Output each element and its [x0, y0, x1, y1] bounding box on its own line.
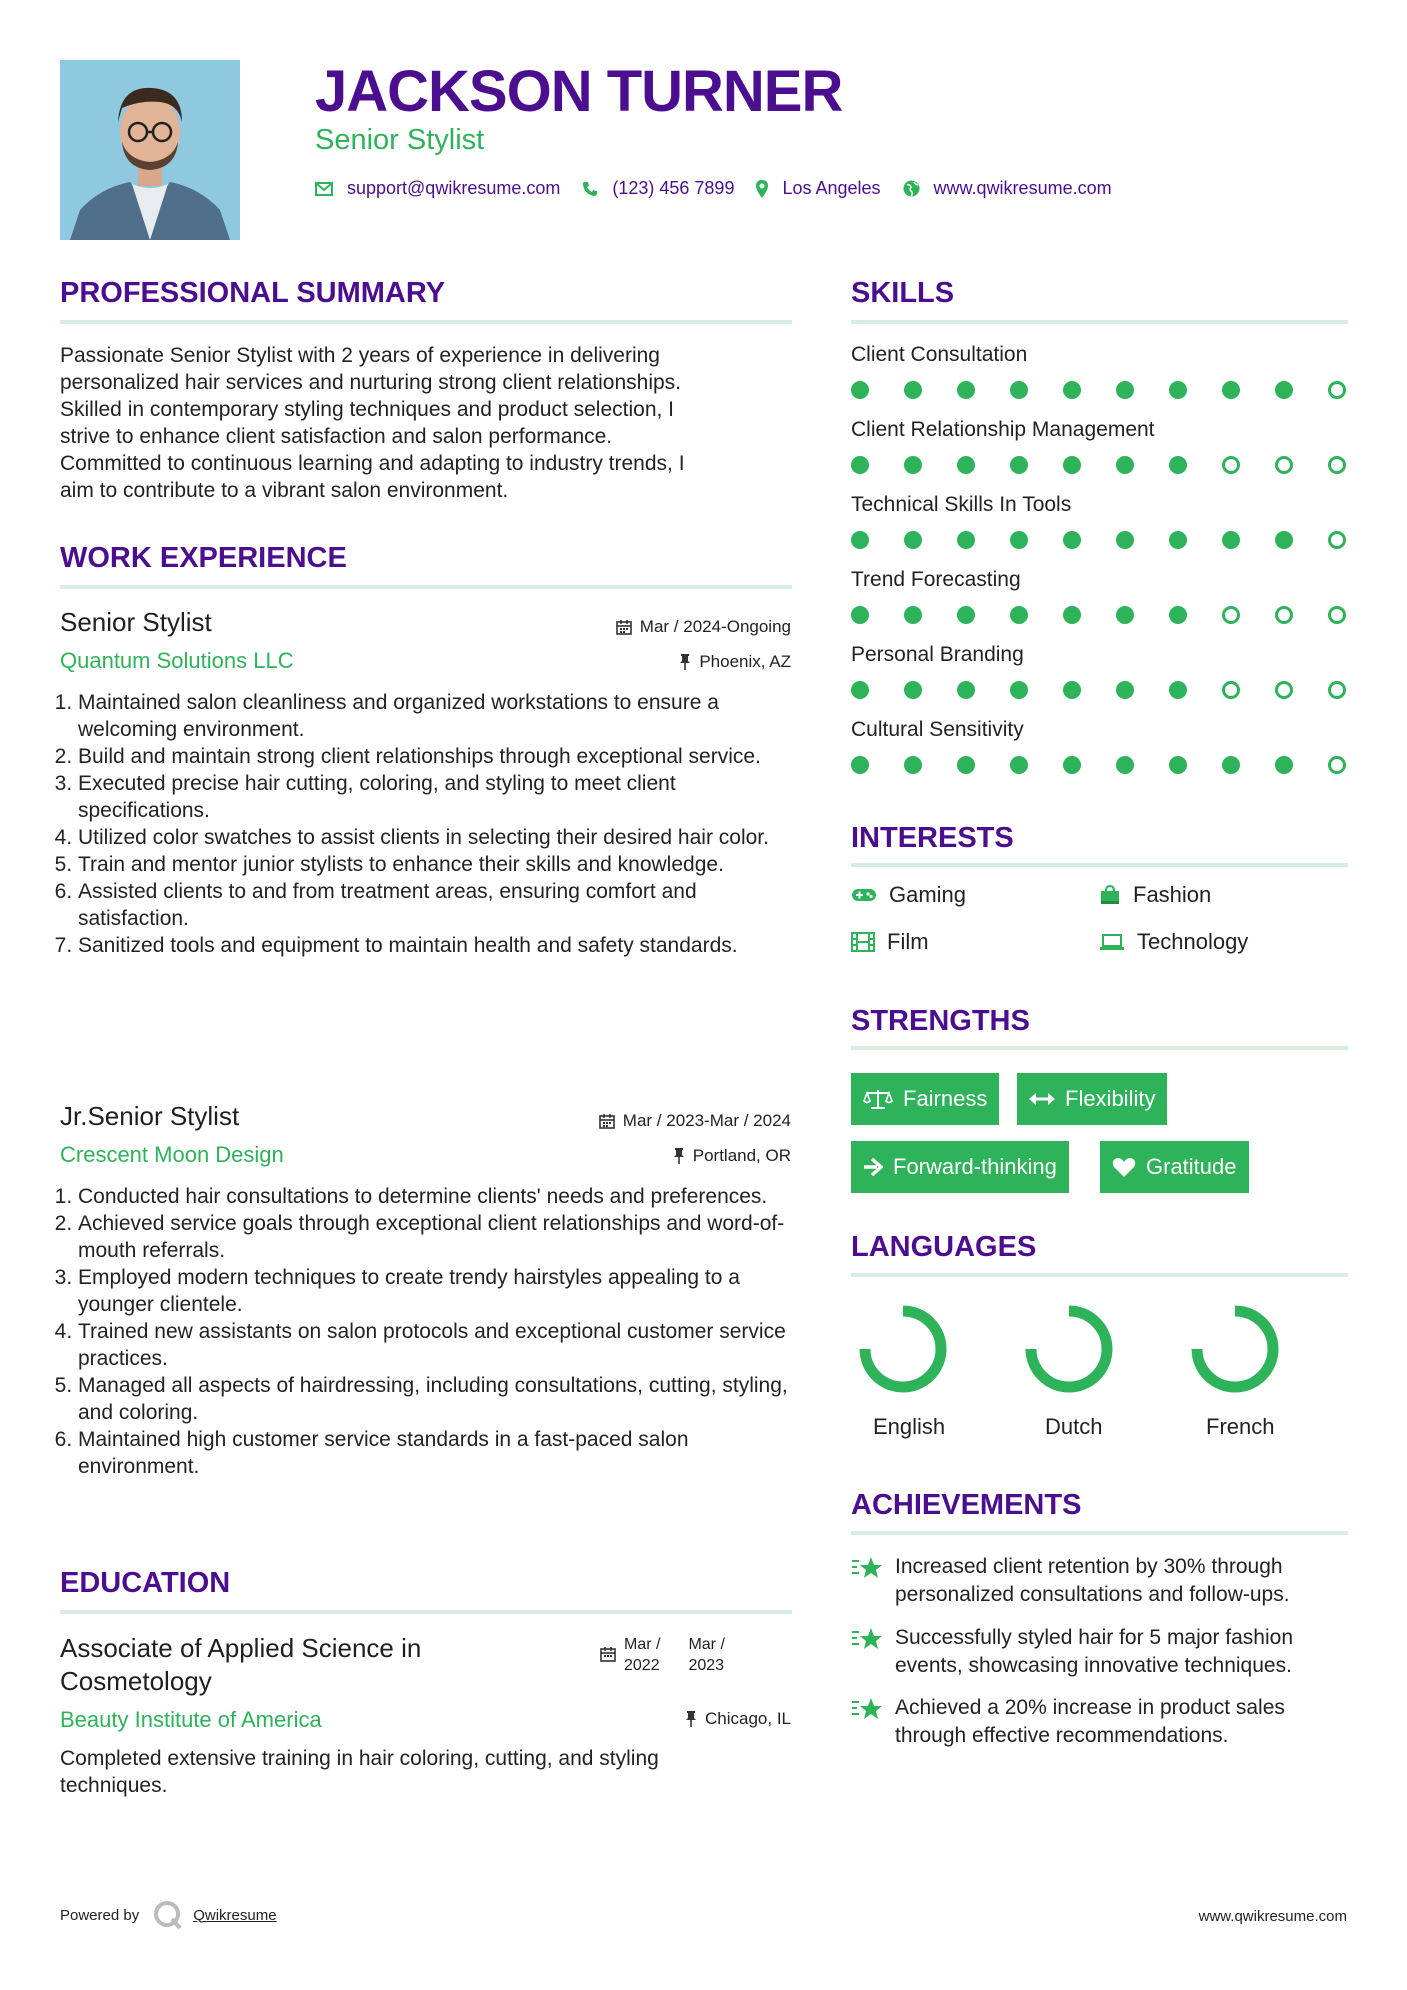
qwikresume-logo-icon: [153, 1900, 183, 1930]
skill-dot-filled: [851, 531, 869, 549]
contact-website[interactable]: www.qwikresume.com: [933, 178, 1112, 198]
skill-dot-filled: [1010, 681, 1028, 699]
skill-dot-filled: [1169, 606, 1187, 624]
pushpin-icon: [685, 1711, 697, 1727]
skill-dot-empty: [1275, 606, 1293, 624]
skill-rating: [851, 681, 1346, 699]
map-marker-icon: [756, 180, 768, 198]
skill-dot-filled: [904, 381, 922, 399]
gamepad-icon: [851, 887, 877, 903]
skills-divider: [851, 320, 1348, 324]
skill-rating: [851, 531, 1346, 549]
skill-dot-filled: [1275, 756, 1293, 774]
experience-divider: [60, 585, 792, 589]
interests-divider: [851, 863, 1348, 867]
skill-dot-empty: [1275, 681, 1293, 699]
skill-dot-filled: [1116, 756, 1134, 774]
skill-dot-empty: [1328, 381, 1346, 399]
job-date: Mar / 2024-Ongoing: [616, 617, 791, 637]
skill-dot-filled: [1063, 456, 1081, 474]
education-divider: [60, 1610, 792, 1614]
list-item: 3. Employed modern techniques to create trendy hairstyles appealing to a younger clientele.: [78, 1264, 800, 1318]
phone-icon: [582, 181, 598, 197]
contact-bar: [315, 178, 1134, 199]
skill-dot-filled: [957, 381, 975, 399]
skill-dot-filled: [1275, 381, 1293, 399]
languages-divider: [851, 1273, 1348, 1277]
skill-dot-empty: [1328, 681, 1346, 699]
skill-dot-filled: [904, 756, 922, 774]
achievement-item: Increased client retention by 30% through personalized consultations and follow-ups.: [851, 1553, 1290, 1609]
skill-dot-filled: [851, 381, 869, 399]
skill-dot-filled: [1063, 531, 1081, 549]
skill-dot-filled: [1169, 381, 1187, 399]
qwikresume-link[interactable]: Qwikresume: [193, 1906, 277, 1924]
pushpin-icon: [679, 654, 691, 670]
skill-dot-empty: [1222, 606, 1240, 624]
footer-website[interactable]: www.qwikresume.com: [1198, 1908, 1347, 1925]
education-title: EDUCATION: [60, 1567, 231, 1599]
skill-name: Technical Skills In Tools: [851, 493, 1072, 516]
skill-rating: [851, 606, 1346, 624]
star-trophy-icon: [851, 1626, 885, 1656]
skill-dot-empty: [1328, 456, 1346, 474]
skill-dot-empty: [1328, 606, 1346, 624]
list-item: 4. Utilized color swatches to assist clients in selecting their desired hair color.: [78, 824, 800, 851]
skill-dot-filled: [1010, 456, 1028, 474]
calendar-icon: [616, 619, 632, 635]
skill-dot-filled: [904, 681, 922, 699]
candidate-name: JACKSON TURNER: [315, 59, 843, 124]
candidate-role: Senior Stylist: [315, 124, 485, 156]
skill-dot-filled: [957, 606, 975, 624]
skill-dot-filled: [1169, 531, 1187, 549]
language-level-arc: [1031, 1311, 1107, 1387]
film-icon: [851, 932, 875, 952]
language-level-arc: [1197, 1311, 1273, 1387]
language-gauge: [1189, 1303, 1281, 1395]
balance-scale-icon: [863, 1088, 893, 1110]
summary-divider: [60, 320, 792, 324]
skill-dot-filled: [1222, 531, 1240, 549]
achievements-title: ACHIEVEMENTS: [851, 1489, 1082, 1521]
language-level-arc: [865, 1311, 941, 1387]
skill-name: Personal Branding: [851, 643, 1024, 666]
skill-name: Client Consultation: [851, 343, 1028, 366]
contact-phone[interactable]: (123) 456 7899: [612, 178, 735, 198]
job-date: Mar / 2023-Mar / 2024: [599, 1111, 791, 1131]
interest-item: Fashion: [1099, 882, 1211, 908]
list-item: 7. Sanitized tools and equipment to maintain health and safety standards.: [78, 932, 800, 959]
contact-email[interactable]: support@qwikresume.com: [347, 178, 561, 198]
language-gauge: [1023, 1303, 1115, 1395]
skill-dot-filled: [957, 456, 975, 474]
skill-rating: [851, 456, 1346, 474]
profile-photo: [60, 60, 240, 240]
education-location: Chicago, IL: [685, 1709, 791, 1729]
skills-title: SKILLS: [851, 277, 955, 309]
skill-dot-empty: [1275, 456, 1293, 474]
list-item: 5. Train and mentor junior stylists to enhance their skills and knowledge.: [78, 851, 800, 878]
job-title: Jr.Senior Stylist: [60, 1101, 240, 1131]
achievement-item: Achieved a 20% increase in product sales through effective recommendations.: [851, 1694, 1285, 1750]
calendar-icon: [600, 1646, 616, 1662]
skill-dot-filled: [851, 606, 869, 624]
footer-powered-by: Powered by Qwikresume: [60, 1900, 277, 1930]
list-item: 1. Maintained salon cleanliness and organized workstations to ensure a welcoming environment.: [78, 689, 800, 743]
strengths-divider: [851, 1046, 1348, 1050]
skill-dot-filled: [1222, 381, 1240, 399]
strength-badge: Flexibility: [1017, 1073, 1167, 1125]
degree-title: Associate of Applied Science in Cosmetology: [60, 1633, 422, 1696]
language-label: English: [873, 1414, 946, 1439]
education-description: Completed extensive training in hair coloring, cutting, and styling techniques.: [60, 1747, 659, 1797]
skill-dot-filled: [1169, 756, 1187, 774]
job-location: Portland, OR: [673, 1146, 791, 1166]
arrow-right-icon: [863, 1158, 883, 1176]
skill-dot-filled: [1116, 606, 1134, 624]
skill-dot-filled: [904, 606, 922, 624]
skill-dot-filled: [851, 756, 869, 774]
experience-title: WORK EXPERIENCE: [60, 542, 347, 574]
interest-item: Gaming: [851, 882, 966, 908]
strength-badge: Forward-thinking: [851, 1141, 1069, 1193]
list-item: 3. Executed precise hair cutting, coloring, and styling to meet client specifications.: [78, 770, 800, 824]
skill-dot-empty: [1328, 531, 1346, 549]
language-label: French: [1206, 1414, 1275, 1439]
language-label: Dutch: [1045, 1414, 1103, 1439]
skill-dot-filled: [1010, 531, 1028, 549]
skill-dot-filled: [1010, 381, 1028, 399]
job-bullets: [60, 689, 800, 959]
languages-title: LANGUAGES: [851, 1231, 1037, 1263]
skill-dot-filled: [1169, 681, 1187, 699]
skill-dot-filled: [1116, 531, 1134, 549]
pushpin-icon: [673, 1148, 685, 1164]
language-gauge: [857, 1303, 949, 1395]
skill-dot-empty: [1222, 681, 1240, 699]
skill-rating: [851, 756, 1346, 774]
skill-dot-filled: [1010, 756, 1028, 774]
achievements-divider: [851, 1531, 1348, 1535]
skill-dot-empty: [1222, 456, 1240, 474]
skill-dot-filled: [851, 681, 869, 699]
skill-dot-filled: [1010, 606, 1028, 624]
arrows-horizontal-icon: [1029, 1092, 1055, 1106]
calendar-icon: [599, 1113, 615, 1129]
skill-dot-empty: [1328, 756, 1346, 774]
list-item: 4. Trained new assistants on salon protocols and exceptional customer service practices.: [78, 1318, 800, 1372]
summary-title: PROFESSIONAL SUMMARY: [60, 277, 446, 309]
list-item: 2. Achieved service goals through exceptional client relationships and word-of-mouth referrals.: [78, 1210, 800, 1264]
skill-dot-filled: [904, 456, 922, 474]
skill-dot-filled: [1116, 381, 1134, 399]
summary-text: Passionate Senior Stylist with 2 years of experience in delivering personalized hair services and nurturing strong client relationships. Skilled in contemporary styling techniques and product selection, I strive to enhance client satisfaction and salon performance. Committed to continuous learning and adapting to industry trends, I aim to contribute to a vibrant salon environment.: [60, 344, 685, 502]
skill-dot-filled: [957, 531, 975, 549]
skill-name: Trend Forecasting: [851, 568, 1021, 591]
skill-dot-filled: [1063, 681, 1081, 699]
education-dates: Mar / 2022 Mar / 2023: [600, 1634, 725, 1676]
interest-item: Film: [851, 929, 929, 955]
job-title: Senior Stylist: [60, 607, 212, 637]
shopping-bag-icon: [1099, 884, 1121, 906]
globe-icon: [903, 180, 920, 197]
education-school: Beauty Institute of America: [60, 1707, 322, 1732]
skill-dot-filled: [1063, 606, 1081, 624]
skill-dot-filled: [1169, 456, 1187, 474]
job-bullets: [60, 1183, 800, 1480]
laptop-icon: [1099, 933, 1125, 951]
strength-badge: Gratitude: [1100, 1141, 1249, 1193]
job-company: Crescent Moon Design: [60, 1142, 284, 1167]
skill-name: Client Relationship Management: [851, 418, 1155, 441]
achievement-item: Successfully styled hair for 5 major fashion events, showcasing innovative techniques.: [851, 1624, 1293, 1680]
star-trophy-icon: [851, 1696, 885, 1726]
job-company: Quantum Solutions LLC: [60, 648, 294, 673]
skill-dot-filled: [957, 756, 975, 774]
list-item: 6. Maintained high customer service standards in a fast-paced salon environment.: [78, 1426, 800, 1480]
skill-dot-filled: [1275, 531, 1293, 549]
interest-item: Technology: [1099, 929, 1248, 955]
skill-dot-filled: [1222, 756, 1240, 774]
skill-dot-filled: [1063, 756, 1081, 774]
heart-icon: [1112, 1157, 1136, 1178]
skill-dot-filled: [851, 456, 869, 474]
skill-dot-filled: [957, 681, 975, 699]
list-item: 5. Managed all aspects of hairdressing, including consultations, cutting, styling, and coloring.: [78, 1372, 800, 1426]
list-item: 2. Build and maintain strong client relationships through exceptional service.: [78, 743, 800, 770]
envelope-icon: [315, 182, 333, 196]
strengths-title: STRENGTHS: [851, 1005, 1030, 1037]
skill-rating: [851, 381, 1346, 399]
skill-dot-filled: [1116, 456, 1134, 474]
interests-title: INTERESTS: [851, 822, 1014, 854]
star-trophy-icon: [851, 1555, 885, 1585]
job-location: Phoenix, AZ: [679, 652, 791, 672]
skill-dot-filled: [904, 531, 922, 549]
strength-badge: Fairness: [851, 1073, 999, 1125]
contact-location: Los Angeles: [782, 178, 881, 198]
list-item: 6. Assisted clients to and from treatment areas, ensuring comfort and satisfaction.: [78, 878, 800, 932]
skill-dot-filled: [1063, 381, 1081, 399]
list-item: 1. Conducted hair consultations to determine clients' needs and preferences.: [78, 1183, 800, 1210]
skill-dot-filled: [1116, 681, 1134, 699]
skill-name: Cultural Sensitivity: [851, 718, 1024, 741]
